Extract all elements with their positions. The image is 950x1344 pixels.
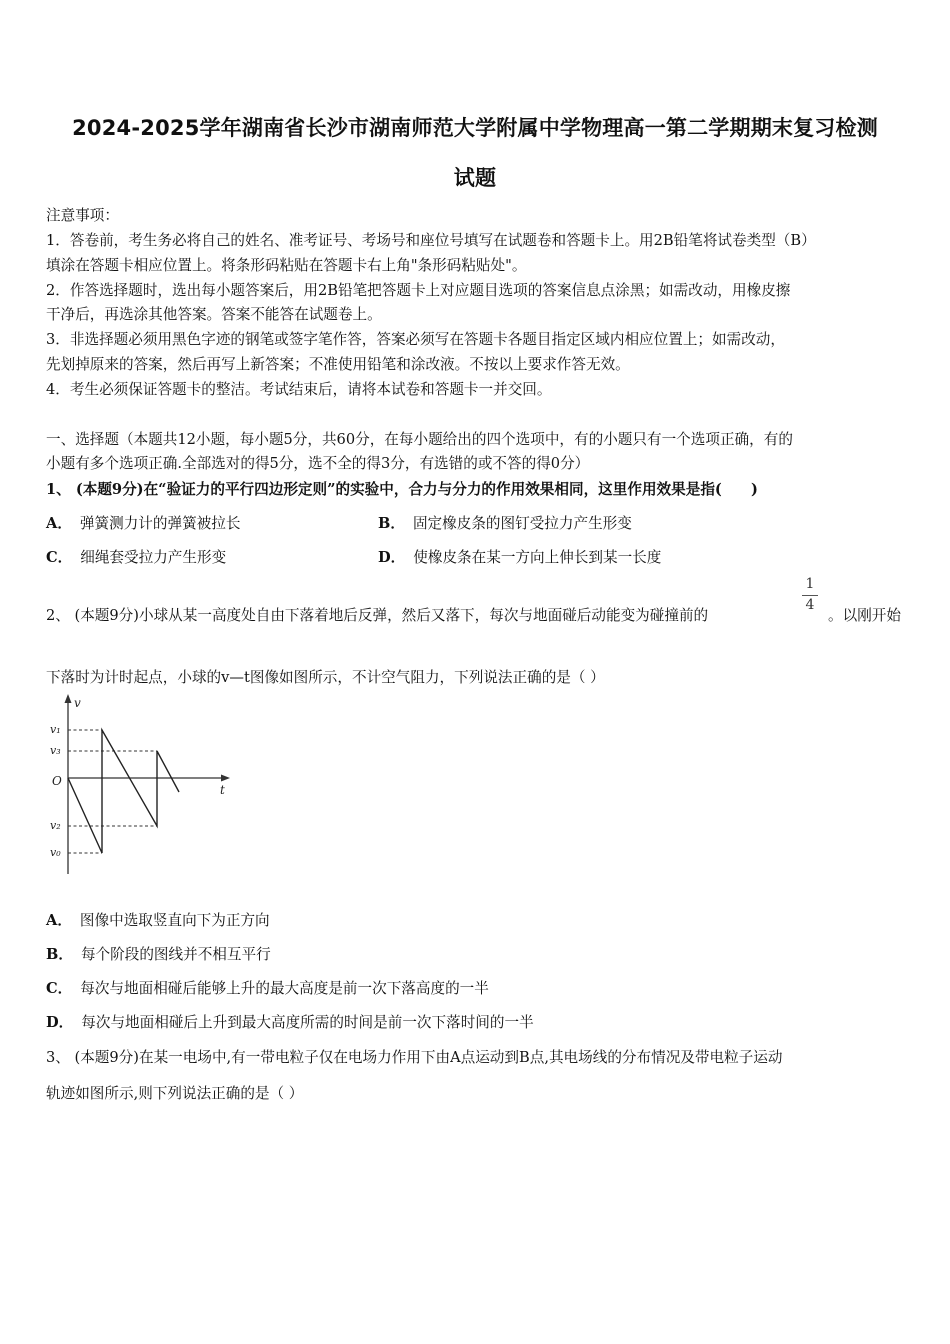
question-3-stem: 3、 (本题9分)在某一电场中,有一带电粒子仅在电场力作用下由A点运动到B点,其电场线的分布情况及带电粒子运动 — [46, 1049, 783, 1066]
option-text: 弹簧测力计的弹簧被拉长 — [79, 515, 241, 532]
page-title-continued: 试题 — [453, 166, 497, 190]
q1-option-c — [46, 546, 226, 567]
q1-option-d — [378, 546, 661, 567]
q2-option-b — [46, 943, 271, 964]
section-heading: 一、选择题（本题共12小题，每小题5分，共60分，在每小题给出的四个选项中，有的小题只有一个选项正确，有的 — [46, 431, 793, 448]
option-label: A． — [46, 515, 72, 532]
q1-option-b — [378, 512, 632, 533]
option-label: A． — [46, 912, 72, 929]
notice-line: 3．非选择题必须用黑色字迹的钢笔或签字笔作答，答案必须写在答题卡各题目指定区域内相应位置上；如需改动， — [46, 331, 785, 348]
graph-t-arrow — [221, 775, 230, 782]
notice-line: 4．考生必须保证答题卡的整洁。考试结束后，请将本试卷和答题卡一并交回。 — [46, 381, 552, 398]
option-label: B． — [378, 515, 405, 532]
question-3-stem-continued: 轨迹如图所示,则下列说法正确的是（ ） — [46, 1085, 304, 1102]
notice-line: 先划掉原来的答案，然后再写上新答案；不准使用铅笔和涂改液。不按以上要求作答无效。 — [46, 356, 630, 373]
option-label: B． — [46, 946, 73, 963]
graph-label-t: t — [220, 783, 225, 797]
graph-label-v: v — [74, 696, 81, 710]
q2-option-c — [46, 977, 489, 998]
notice-line: 2．作答选择题时，选出每小题答案后，用2B铅笔把答题卡上对应题目选项的答案信息点涂黑；如需改动，用橡皮擦 — [46, 282, 791, 299]
graph-label-origin: O — [52, 774, 62, 788]
notice-line: 填涂在答题卡相应位置上。将条形码粘贴在答题卡右上角"条形码粘贴处"。 — [46, 257, 527, 274]
fraction-numerator: 1 — [805, 576, 815, 592]
option-text: 每次与地面相碰后能够上升的最大高度是前一次下落高度的一半 — [80, 980, 489, 997]
graph-label-v2: v₂ — [50, 819, 61, 832]
section-heading-continued: 小题有多个选项正确.全部选对的得5分，选不全的得3分，有选错的或不答的得0分） — [46, 455, 590, 472]
question-1-stem: 1、 (本题9分)在“验证力的平行四边形定则”的实验中，合力与分力的作用效果相同，这里作用效果是指( ) — [46, 481, 758, 498]
fraction-bar — [802, 595, 818, 596]
option-text: 每次与地面相碰后上升到最大高度所需的时间是前一次下落时间的一半 — [81, 1014, 534, 1031]
option-text: 图像中选取竖直向下为正方向 — [79, 912, 270, 929]
graph-label-v0: v₀ — [50, 846, 61, 859]
fraction-denominator: 4 — [805, 597, 815, 613]
option-text: 使橡皮条在某一方向上伸长到某一长度 — [413, 549, 662, 566]
graph-label-v3: v₃ — [50, 744, 61, 757]
notice-line: 1．答卷前，考生务必将自己的姓名、准考证号、考场号和座位号填写在试题卷和答题卡上。用2B铅笔将试卷类型（B） — [46, 232, 816, 249]
notice-line: 干净后，再选涂其他答案。答案不能答在试题卷上。 — [46, 306, 382, 323]
notice-heading: 注意事项： — [46, 207, 119, 224]
question-2-stem-continued: 下落时为计时起点，小球的v—t图像如图所示，不计空气阻力，下列说法正确的是（ ） — [46, 669, 605, 686]
option-text: 固定橡皮条的图钉受拉力产生形变 — [412, 515, 632, 532]
option-label: D． — [46, 1014, 74, 1031]
q2-option-a — [46, 909, 270, 930]
graph-label-v1: v₁ — [50, 723, 61, 736]
option-label: D． — [378, 549, 406, 566]
graph-v-arrow — [65, 694, 72, 703]
option-label: C． — [46, 549, 73, 566]
question-2-stem-tail: 。以刚开始 — [828, 607, 901, 624]
question-2-stem: 2、 (本题9分)小球从某一高度处自由下落着地后反弹，然后又落下，每次与地面碰后动能变为碰撞前的 — [46, 607, 709, 624]
option-text: 每个阶段的图线并不相互平行 — [80, 946, 271, 963]
fraction-one-quarter — [800, 576, 820, 613]
page-title: 2024-2025学年湖南省长沙市湖南师范大学附属中学物理高一第二学期期末复习检测 — [72, 116, 878, 140]
vt-graph — [46, 692, 246, 882]
q2-option-d — [46, 1011, 534, 1032]
q1-option-a — [46, 512, 240, 533]
option-text: 细绳套受拉力产生形变 — [80, 549, 227, 566]
option-label: C． — [46, 980, 73, 997]
graph-velocity-line — [68, 730, 179, 853]
